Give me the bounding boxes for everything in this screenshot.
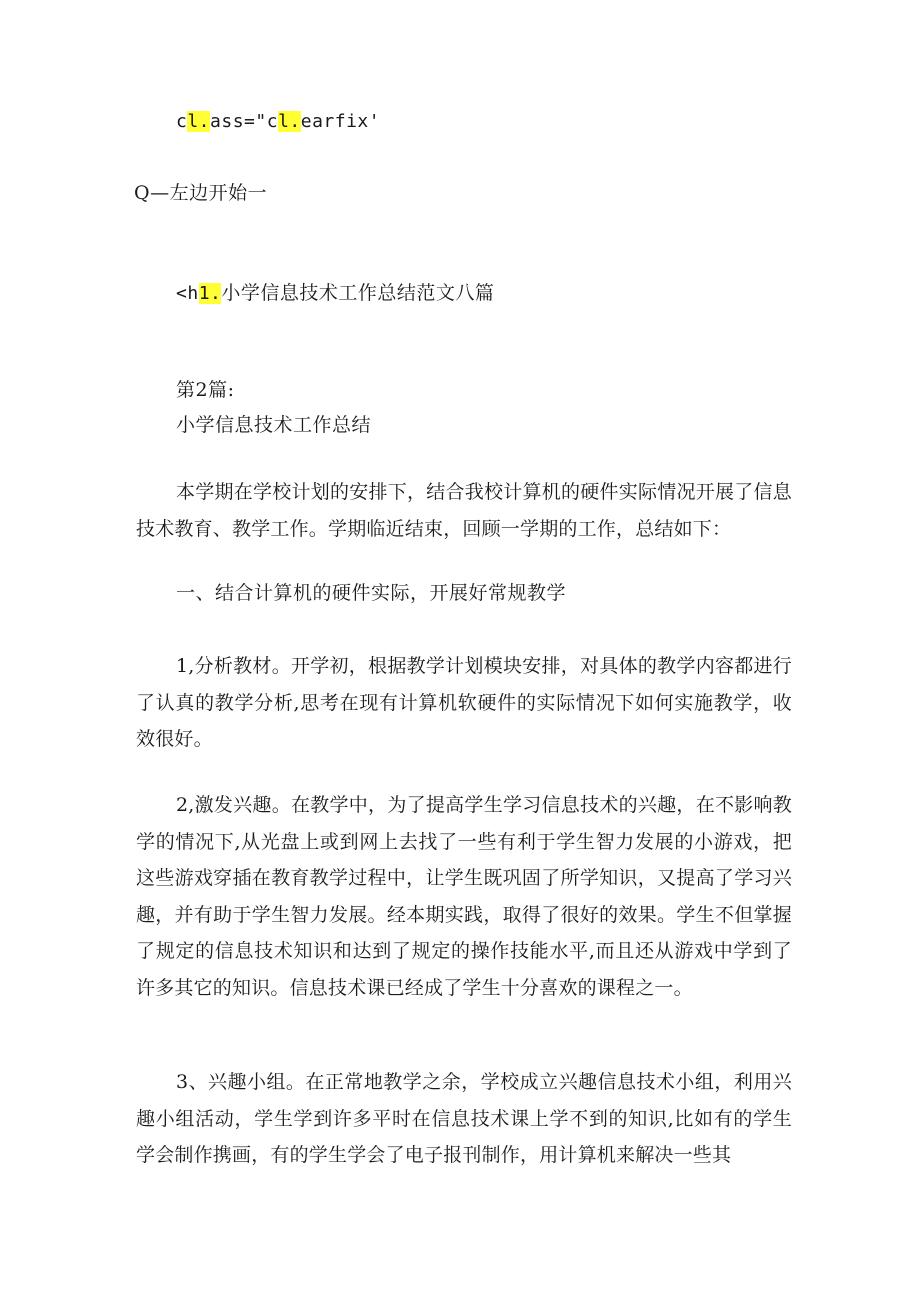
document-main-title: 小学信息技术工作总结范文八篇 — [221, 282, 495, 304]
section-label: 第2篇: — [176, 379, 235, 401]
list-item-paragraph — [136, 648, 792, 760]
code-fragment-line — [176, 110, 380, 134]
highlighted-fragment: 1. — [198, 283, 222, 304]
code-fragment-part: ass="c — [210, 111, 279, 132]
intro-text: 本学期在学校计划的安排下，结合我校计算机的硬件实际情况开展了信息技术教育、教学工作。学期临近结束，回顾一学期的工作，总结如下： — [136, 481, 792, 540]
code-fragment-part: c — [176, 111, 188, 132]
left-start-marker: Q—左边开始一 — [134, 182, 268, 204]
intro-paragraph — [136, 474, 792, 548]
article-title: 小学信息技术工作总结 — [176, 414, 372, 436]
highlighted-fragment: l. — [187, 111, 211, 132]
list-item-paragraph — [136, 787, 792, 1009]
heading-tag-part: <h — [176, 283, 199, 304]
section-heading: 一、结合计算机的硬件实际，开展好常规教学 — [176, 582, 567, 604]
highlighted-fragment: l. — [278, 111, 301, 132]
list-item-text: 1,分析教材。开学初，根据教学计划模块安排，对具体的教学内容都进行了认真的教学分析,思考在现有计算机软硬件的实际情况下如何实施教学，收效很好。 — [136, 655, 792, 751]
list-item-text: 3、兴趣小组。在正常地教学之余，学校成立兴趣信息技术小组，利用兴趣小组活动，学生学到许多平时在信息技术课上学不到的知识,比如有的学生学会制作携画，有的学生学会了电子报刊制作，用计算机来解决一些其 — [136, 1071, 792, 1167]
list-item-paragraph — [136, 1064, 792, 1176]
code-fragment-part: earfix' — [300, 111, 381, 132]
heading-tag-line — [176, 281, 494, 306]
list-item-text: 2,激发兴趣。在教学中，为了提高学生学习信息技术的兴趣，在不影响教学的情况下,从光盘上或到网上去找了一些有利于学生智力发展的小游戏，把这些游戏穿插在教育教学过程中，让学生既巩固了所学知识，又提高了学习兴趣，并有助于学生智力发展。经本期实践，取得了很好的效果。学生不但掌握了规定的信息技术知识和达到了规定的操作技能水平,而且还从游戏中学到了许多其它的知识。信息技术课已经成了学生十分喜欢的课程之一。 — [136, 794, 792, 999]
